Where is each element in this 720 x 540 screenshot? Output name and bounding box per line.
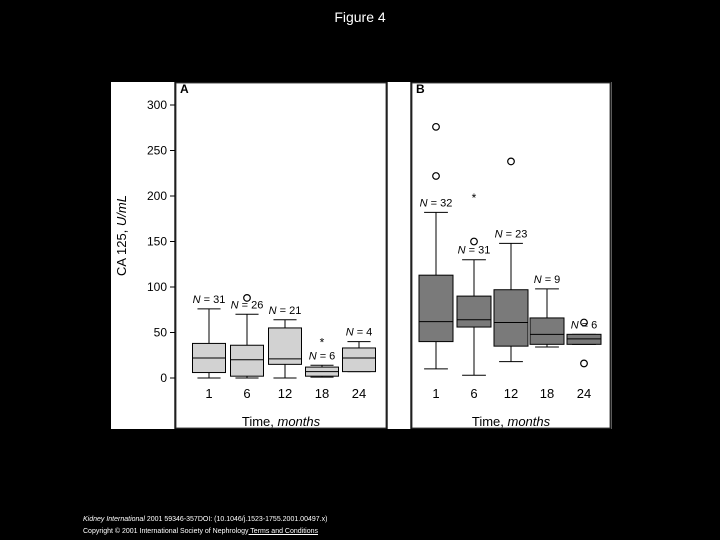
extreme-marker: * (471, 191, 477, 205)
n-label: N = 6 (570, 319, 598, 332)
y-axis-label: CA 125, U/mL (114, 195, 129, 276)
box-iqr (343, 348, 376, 372)
box-iqr (419, 275, 453, 341)
box-iqr (494, 290, 528, 346)
outlier-marker (508, 158, 515, 165)
x-tick-label: 12 (277, 386, 293, 401)
x-tick-label: 1 (205, 386, 213, 401)
panel-b-label: B (416, 82, 425, 96)
outlier-marker (433, 124, 440, 131)
x-tick-label: 12 (503, 386, 519, 401)
box-a-12 (269, 305, 302, 378)
n-label: N = 23 (494, 228, 528, 241)
box-iqr (457, 296, 491, 327)
copyright-line (83, 526, 327, 538)
box-a-24 (343, 327, 376, 372)
box-iqr (530, 318, 564, 344)
n-label: N = 4 (345, 326, 373, 339)
terms-link[interactable]: Terms and Conditions (248, 528, 319, 535)
copyright-text: Copyright © 2001 International Society of Nephrology (83, 528, 249, 535)
outlier-marker (433, 173, 440, 180)
box-b-18 (530, 274, 564, 347)
journal-name: Kidney International (83, 516, 145, 523)
x-tick-label: 1 (432, 386, 440, 401)
boxplot-chart (111, 82, 612, 429)
x-axis-label: Time, months (241, 414, 321, 429)
box-iqr (231, 345, 264, 376)
figure-panel (111, 82, 612, 429)
panel-a-frame (175, 82, 387, 429)
y-tick-label: 100 (146, 280, 167, 294)
y-tick-label: 0 (160, 371, 167, 385)
x-axis-label: Time, months (471, 414, 551, 429)
box-a-18 (306, 336, 339, 377)
panel-a-inner-frame (176, 83, 386, 428)
x-tick-label: 24 (576, 386, 592, 401)
panel-a-label: A (180, 82, 189, 96)
y-tick-label: 200 (146, 189, 167, 203)
box-a-1 (193, 294, 226, 378)
y-tick-label: 250 (146, 143, 167, 158)
box-b-24 (567, 319, 601, 367)
n-label: N = 21 (268, 304, 302, 317)
y-tick-label: 300 (146, 98, 167, 112)
box-b-1 (419, 124, 453, 369)
n-label: N = 9 (533, 273, 561, 286)
x-tick-label: 24 (351, 386, 367, 401)
y-tick-label: 50 (153, 325, 167, 340)
x-tick-label: 18 (539, 386, 555, 401)
n-label: N = 26 (230, 299, 264, 312)
box-b-6 (457, 191, 491, 375)
y-tick-label: 150 (146, 234, 167, 249)
n-label: N = 31 (457, 244, 491, 257)
x-tick-label: 18 (314, 386, 330, 401)
x-tick-label: 6 (470, 386, 478, 401)
citation-line (83, 514, 327, 526)
extreme-marker: * (319, 335, 325, 350)
n-label: N = 32 (419, 197, 453, 210)
n-label: N = 6 (308, 350, 336, 363)
n-label: N = 31 (192, 293, 226, 306)
outlier-marker (581, 360, 588, 367)
box-b-12 (494, 158, 528, 362)
box-a-6 (231, 295, 264, 378)
figure-caption (83, 514, 327, 538)
slide-title: Figure 4 (334, 9, 386, 25)
citation-text: 2001 59346-357DOI: (10.1046/j.1523-1755.2001.00497.x) (144, 516, 328, 523)
x-tick-label: 6 (243, 386, 251, 401)
